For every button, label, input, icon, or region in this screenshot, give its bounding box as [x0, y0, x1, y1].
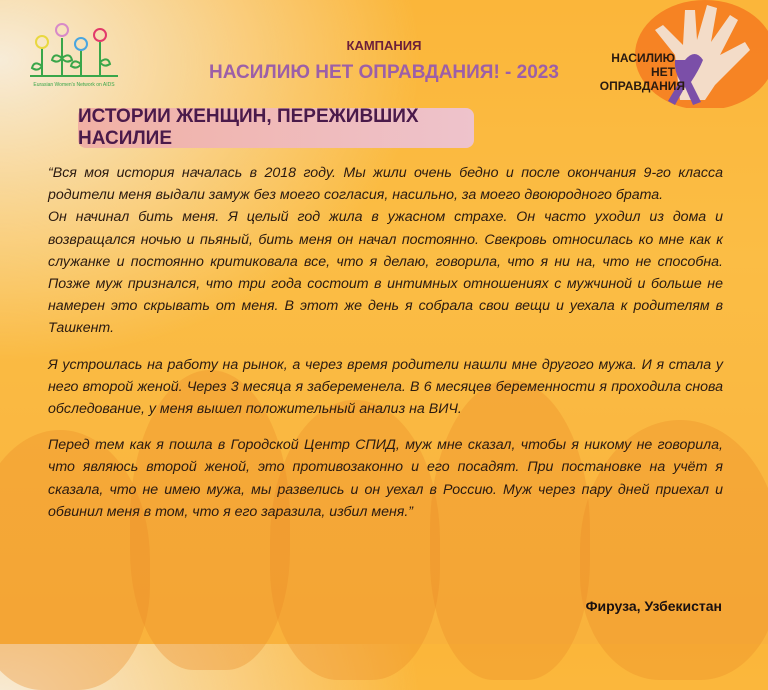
campaign-title: НАСИЛИЮ НЕТ ОПРАВДАНИЯ! - 2023	[209, 62, 559, 83]
campaign-kicker: КАМПАНИЯ	[346, 38, 422, 53]
story-paragraph-3: Перед тем как я пошла в Городской Центр СПИД, муж мне сказал, чтобы я никому не говорила, что являюсь второй женой, это противозаконно и его посадят. При постановке на учёт я сказала, что не имею мужа, мы развелись и он уехал в Россию. Муж через пару дней приехал и обвинил меня в том, что я его заразила, избил меня.”	[48, 437, 723, 520]
logo-right-text: НАСИЛИЮ	[611, 51, 675, 65]
svg-text:ОПРАВДАНИЯ: ОПРАВДАНИЯ	[599, 79, 685, 93]
story-paragraph-1: “Вся моя история началась в 2018 году. Мы жили очень бедно и после окончания 9-го класса родители меня выдали замуж без моего согласия, насильно, за моего двоюродного брата. Он начинал бить меня. Я целый год жила в ужасном страхе. Он часто уходил из дома и возвращался ночью и пьяный, бить меня он начал постоянно. Свекровь относилась ко мне как к служанке и постоянно критиковала все, что я делаю, говорила, что я ни на, что не способна. Позже муж признался, что три года состоит в интимных отношениях с мужчиной и больше не намерен это скрывать от меня. В этот же день я собрала свои вещи и уехала к родителям в Ташкент.	[48, 165, 723, 337]
story-text	[48, 162, 723, 537]
story-paragraph-2: Я устроилась на работу на рынок, а через время родители нашли мне другого мужа. И я стала у него второй женой. Через 3 месяца я забеременела. В 6 месяцев беременности я проходила снова обследование, у меня вышел положительный анализ на ВИЧ.	[48, 356, 723, 418]
section-banner: ИСТОРИИ ЖЕНЩИН, ПЕРЕЖИВШИХ НАСИЛИЕ	[78, 108, 474, 148]
signature: Фируза, Узбекистан	[585, 598, 722, 614]
campaign-logo	[585, 0, 768, 108]
logo-left-text: Eurasian Women's Network on AIDS	[33, 82, 115, 88]
svg-text:НЕТ: НЕТ	[651, 65, 675, 79]
